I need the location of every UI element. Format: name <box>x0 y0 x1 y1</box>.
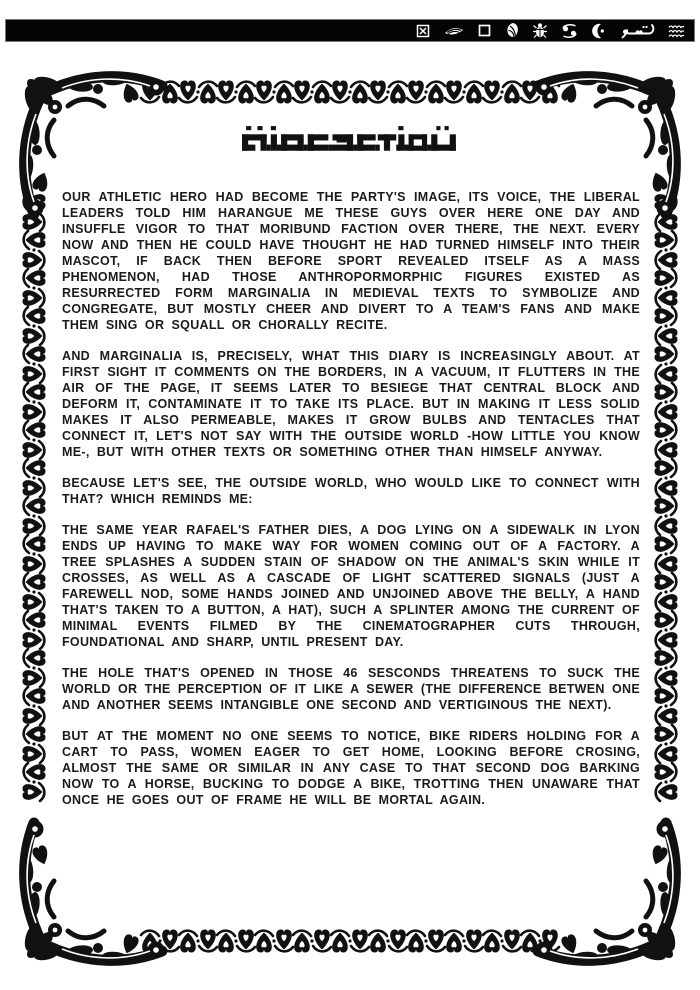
cancer-symbol-icon[interactable] <box>561 22 578 39</box>
eye-icon[interactable] <box>444 22 464 39</box>
scarab-icon[interactable] <box>532 22 548 39</box>
waves-icon[interactable] <box>668 22 685 39</box>
paragraph-1: OUR ATHLETIC HERO HAD BECOME THE PARTY'S IMAGE, ITS VOICE, THE LIBERAL LEADERS TOLD HIM HARANGUE ME THESE GUYS OVER HERE ONE DAY AND INSUFFLE VIGOR TO THAT MORIBUND FACTION OVER THERE, THE NEXT. EVERY NOW AND THEN HE COULD HAVE THOUGHT HE HAD TURNED HIMSELF INTO THEIR MASCOT, IF BACK THEN BEFORE SPORT REVEALED ITSELF AS A MASS PHENOMENON, HAD THOSE ANTHROPORMORPHIC FIGURES EXISTED AS RESURRECTED FORM MARGINALIA IN MEDIEVAL TEXTS TO SYMBOLIZE AND CONGREGATE, BUT MOSTLY CHEER AND DIVERT TO A TEAM'S FANS AND MAKE THEM SING OR SQUALL OR CHORALLY RECITE. <box>62 190 640 332</box>
kufic-logotype <box>62 126 640 162</box>
article-body <box>62 189 640 808</box>
paragraph-3: BECAUSE LET'S SEE, THE OUTSIDE WORLD, WHO WOULD LIKE TO CONNECT WITH THAT? WHICH REMINDS ME: <box>62 476 640 506</box>
document-page <box>62 126 640 823</box>
paragraph-6: BUT AT THE MOMENT NO ONE SEEMS TO NOTICE, BIKE RIDERS HOLDING FOR A CART TO PASS, WOMEN EAGER TO GET HOME, LOOKING BEFORE CROSING, ALMOST THE SAME OR SIMILAR IN ANY CASE TO THAT SECOND DOG BARKING NOW TO A HORSE, BUCKING TO DODGE A BIKE, TROTTING THEN UNAWARE THAT ONCE HE GOES OUT OF FRAME HE WILL BE MORTAL AGAIN. <box>62 729 640 807</box>
shell-icon[interactable] <box>505 22 519 39</box>
paragraph-4: THE SAME YEAR RAFAEL'S FATHER DIES, A DOG LYING ON A SIDEWALK IN LYON ENDS UP HAVING TO MAKE WAY FOR WOMEN COMING OUT OF A FACTORY. A TREE SPLASHES A SUDDEN STAIN OF SHADOW ON THE ANIMAL'S SKIN WHILE IT CROSSES, AS WELL AS A CASCADE OF LIGHT SCATTERED SIGNALS (JUST A FAREWELL NOD, SOME HANDS JOINED AND UNJOINED ABOVE THE BELLY, A HAND THAT'S TAKEN TO A BUTTON, A HAT), SUCH A SPLINTER AMONG THE CURRENT OF MINIMAL EVENTS FILMED BY THE CINEMATOGRAPHER CUTS THROUGH, FOUNDATIONAL AND SHARP, UNTIL PRESENT DAY. <box>62 523 640 649</box>
paragraph-5: THE HOLE THAT'S OPENED IN THOSE 46 SESCONDS THREATENS TO SUCK THE WORLD OR THE PERCEPTION OF IT LIKE A SEWER (THE DIFFERENCE BETWEN ONE AND ANOTHER SEEMS INTANGIBLE ONE SECOND AND VERTIGINOUS THE NEXT). <box>62 666 640 712</box>
crescent-moon-icon[interactable] <box>591 22 606 39</box>
paragraph-2: AND MARGINALIA IS, PRECISELY, WHAT THIS DIARY IS INCREASINGLY ABOUT. AT FIRST SIGHT IT COMMENTS ON THE BORDERS, IN A VACUUM, IT FLUTTERS IN THE AIR OF THE PAGE, IT SEEMS LATER TO BESIEGE THAT CENTRAL BLOCK AND DEFORM IT, CONTAMINATE IT TO TAKE ITS PLACE. BUT IN MAKING IT LESS SOLID MAKES IT ALSO PERMEABLE, MAKES IT GROW BULBS AND TENTACLES THAT CONNECT IT, LET'S NOT SAY WITH THE OUTSIDE WORLD -HOW LITTLE YOU KNOW ME-, BUT WITH OTHER TEXTS OR SOMETHING OTHER THAN HIMSELF ANYWAY. <box>62 349 640 459</box>
boxed-x-icon[interactable] <box>415 22 431 39</box>
arabic-word-icon[interactable] <box>619 22 655 39</box>
square-icon[interactable] <box>477 22 492 39</box>
top-toolbar <box>5 19 695 42</box>
